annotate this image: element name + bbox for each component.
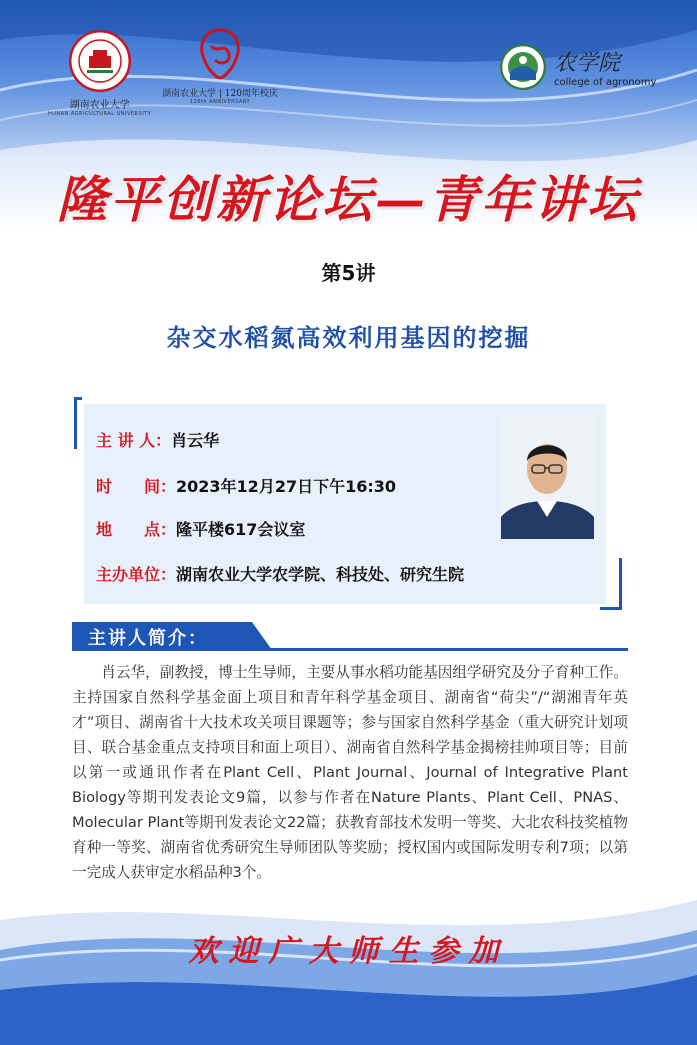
agronomy-caption-cn: 农学院 [554, 51, 621, 76]
lecture-topic: 杂交水稻氮高效利用基因的挖掘 [166, 324, 531, 352]
lecture-number: 第5讲 [321, 261, 376, 285]
anniversary-subcaption: 120th ANNIVERSARY [189, 99, 251, 105]
host-row [96, 562, 464, 585]
anniversary-logo [162, 26, 278, 105]
speaker-label: 主 讲 人： [96, 431, 172, 450]
bio-section-title: 主讲人简介： [88, 628, 208, 649]
place-label: 地 点： [96, 520, 177, 539]
welcome-slogan: 欢迎广大师生参加 [188, 934, 509, 969]
host-value: 湖南农业大学农学院、科技处、研究生院 [176, 565, 465, 584]
hunau-caption: 湖南农业大学 [69, 100, 130, 111]
agronomy-logo [500, 44, 656, 90]
speaker-bio: 肖云华，副教授，博士生导师，主要从事水稻功能基因组学研究及分子育种工作。主持国家自然科学基金面上项目和青年科学基金项目、湖南省“荷尖”/“湖湘青年英才”项目、湖南省十大技术攻关项目课题等；参与国家自然科学基金（重大研究计划项目、联合基金重点支持项目和面上项目）、湖南省自然科学基金揭榜挂帅项目等；目前以第一或通讯作者在Plant Cell、Plant Journal、Journal of Integrative Plant Biology等期刊发表论文9篇，以参与作者在Nature Plants、Plant Cell、PNAS、Molecular Plant等期刊发表论文22篇；获教育部技术发明一等奖、大北农科技奖植物育种一等奖、湖南省优秀研究生导师团队等奖励；授权国内或国际发明专利7项；以第一完成人获审定水稻品种3个。 [72, 664, 628, 881]
corner-bracket-bottom-right [600, 558, 622, 610]
speaker-portrait-icon [501, 417, 594, 539]
anniversary-caption: 湖南农业大学 | 120周年校庆 [162, 89, 278, 99]
agronomy-caption-en: college of agronomy [554, 77, 657, 88]
anniversary-emblem-icon [195, 26, 245, 82]
speaker-photo [501, 417, 594, 539]
hunau-subcaption: HUNAN AGRICULTURAL UNIVERSITY [48, 111, 152, 117]
host-label: 主办单位： [96, 565, 177, 584]
agronomy-emblem-icon [500, 44, 546, 90]
time-value: 2023年12月27日下午16:30 [176, 477, 397, 496]
university-emblem-icon [69, 30, 131, 92]
bio-section-header [72, 622, 628, 652]
page-title: 隆平创新论坛—青年讲坛 [57, 170, 640, 229]
hunau-logo [48, 30, 151, 117]
speaker-row [96, 428, 219, 451]
time-row [96, 474, 396, 497]
corner-bracket-top-left [74, 397, 82, 449]
place-row [96, 517, 305, 540]
time-label: 时 间： [96, 477, 177, 496]
speaker-value: 肖云华 [171, 431, 220, 450]
place-value: 隆平楼617会议室 [176, 520, 306, 539]
